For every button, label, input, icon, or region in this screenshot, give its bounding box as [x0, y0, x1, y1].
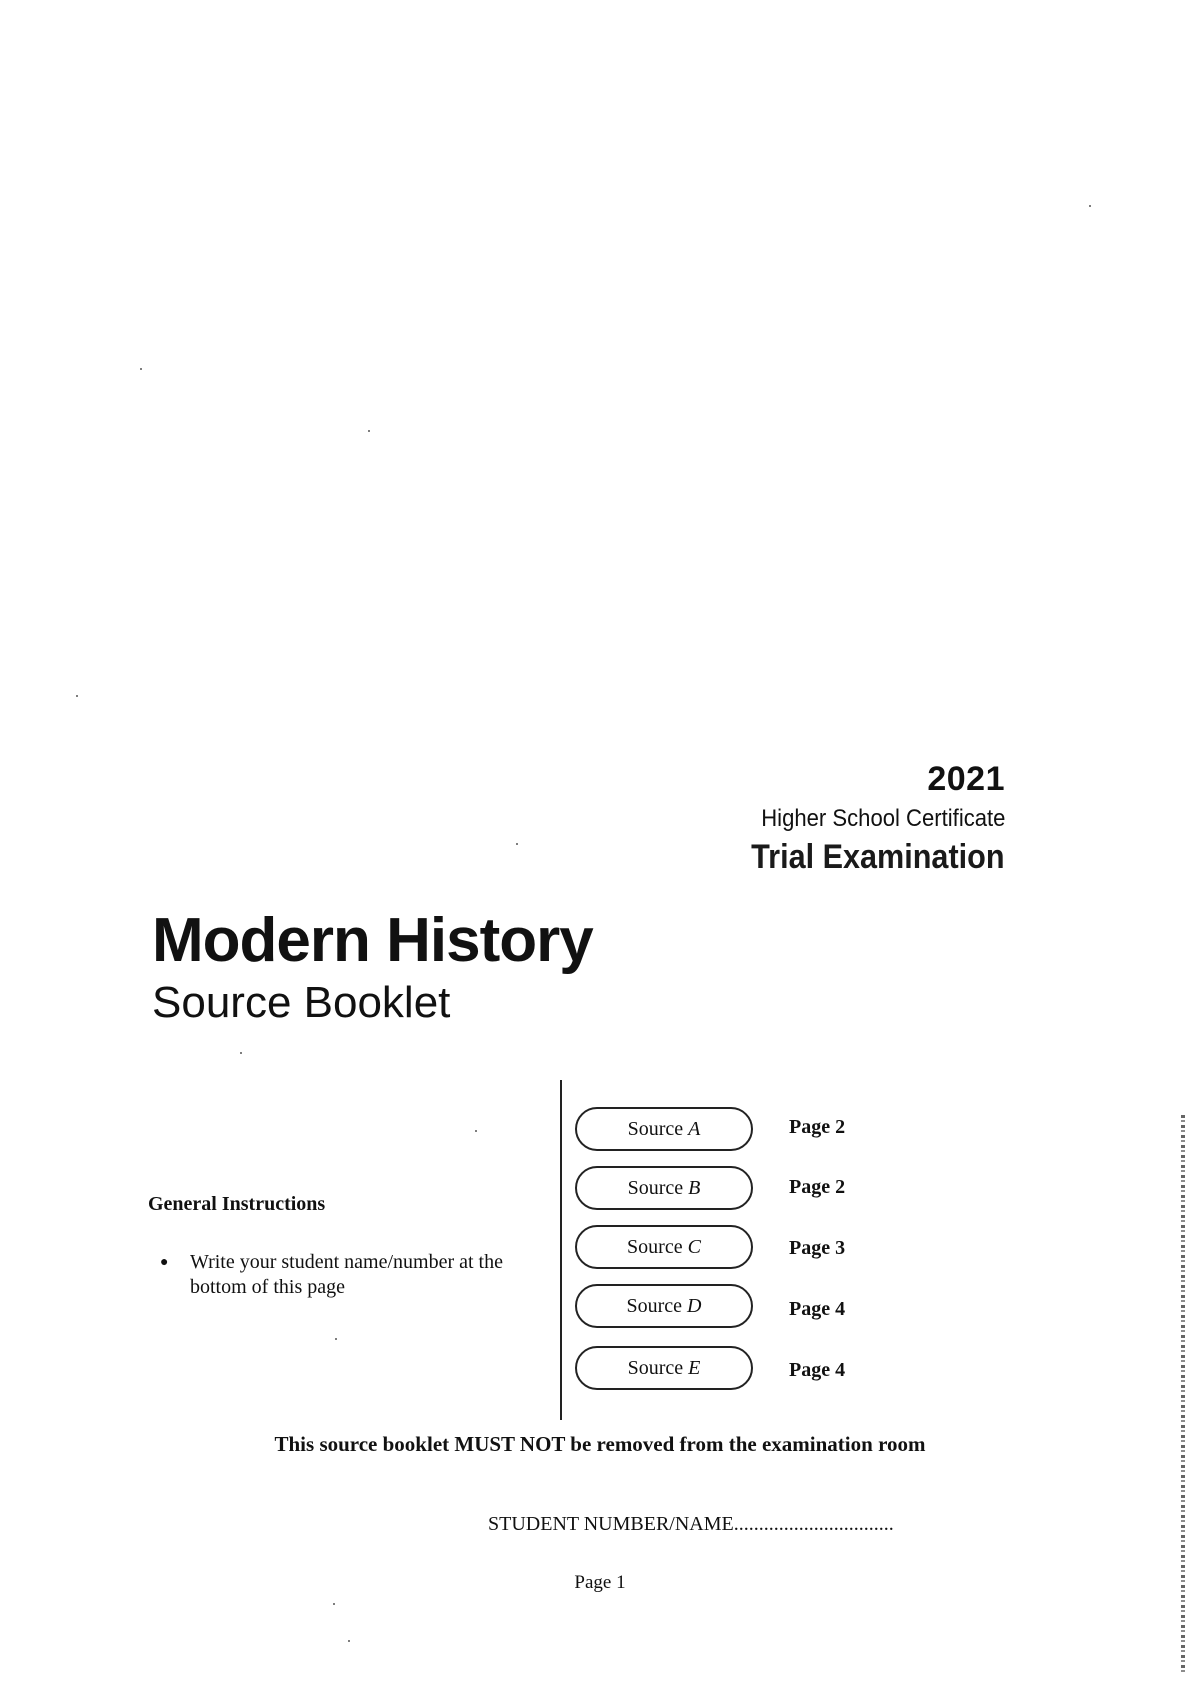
general-instructions-list [160, 1250, 530, 1300]
student-name-label: STUDENT NUMBER/NAME [488, 1513, 734, 1535]
booklet-subtitle: Source Booklet [152, 978, 451, 1027]
exam-type: Trial Examination [751, 838, 1005, 876]
scan-speck [348, 1640, 350, 1642]
bullet-icon: ● [160, 1255, 169, 1270]
scan-speck [76, 695, 78, 697]
source-label: Source [627, 1357, 684, 1379]
scan-speck [140, 368, 142, 370]
scan-speck [475, 1130, 477, 1132]
student-name-leader: ................................ [733, 1513, 894, 1535]
source-label: Source [627, 1236, 683, 1258]
scan-speck [516, 843, 518, 845]
source-b-pill [575, 1166, 753, 1210]
subject-title: Modern History [152, 906, 593, 975]
source-d-page: Page 4 [789, 1298, 846, 1320]
removal-warning: This source booklet MUST NOT be removed from the examination room [274, 1432, 926, 1456]
instruction-item [160, 1250, 530, 1300]
student-name-field[interactable] [488, 1513, 894, 1536]
scan-speck [333, 1603, 335, 1605]
column-divider [560, 1080, 562, 1420]
scan-speck [368, 430, 370, 432]
scan-edge-artifact [1181, 1115, 1185, 1675]
certificate-name: Higher School Certificate [760, 805, 1005, 832]
source-a-page: Page 2 [789, 1116, 846, 1138]
exam-year: 2021 [927, 760, 1005, 798]
source-e-page: Page 4 [789, 1359, 846, 1381]
source-c-page: Page 3 [789, 1237, 846, 1259]
page-number: Page 1 [574, 1572, 626, 1593]
instruction-text: Write your student name/number at the bottom of this page [190, 1251, 503, 1298]
source-b-page: Page 2 [789, 1176, 846, 1198]
source-c-pill [575, 1225, 753, 1269]
source-a-pill [575, 1107, 753, 1151]
scan-speck [1089, 205, 1091, 207]
source-d-pill [575, 1284, 753, 1328]
source-letter: C [687, 1236, 701, 1258]
source-label: Source [626, 1295, 683, 1317]
scan-speck [240, 1052, 242, 1054]
source-letter: B [688, 1177, 701, 1199]
source-label: Source [627, 1177, 684, 1199]
source-letter: E [688, 1357, 701, 1379]
general-instructions-heading: General Instructions [148, 1193, 326, 1215]
source-letter: A [688, 1118, 701, 1140]
source-label: Source [627, 1118, 684, 1140]
scan-speck [335, 1338, 337, 1340]
source-letter: D [687, 1295, 702, 1317]
source-e-pill [575, 1346, 753, 1390]
